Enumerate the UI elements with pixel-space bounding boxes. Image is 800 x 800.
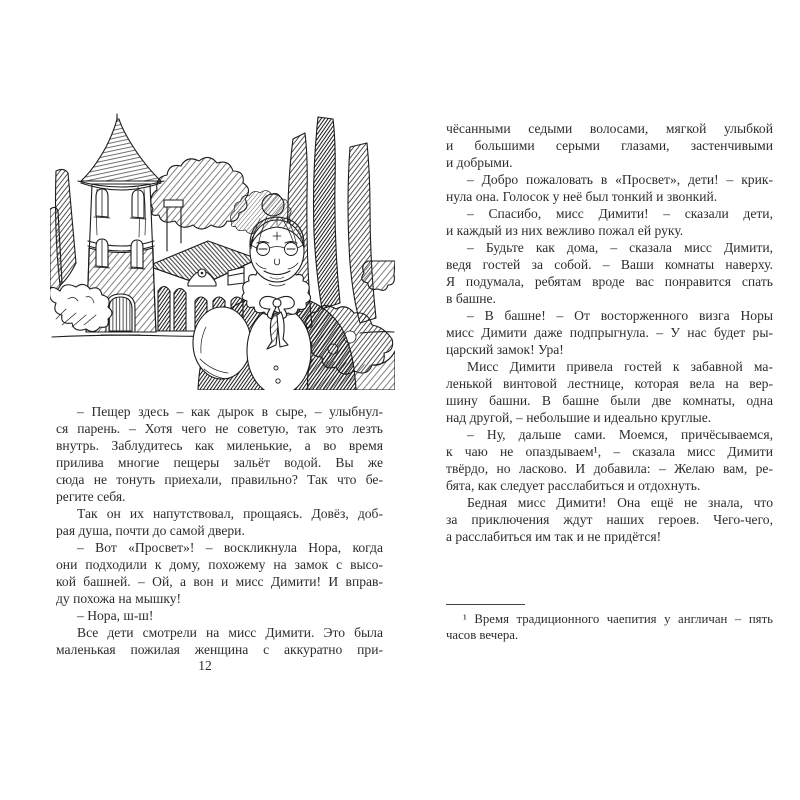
hair-bun (262, 194, 284, 216)
text-line: и большими серыми глазами, застенчивыми (446, 138, 773, 153)
footnote (446, 604, 773, 643)
text-line: Бедная мисс Димити! Она ещё не знала, что (467, 495, 773, 510)
text-line: над другой, – небольшие и идеально круглые. (446, 410, 712, 425)
text-line: – Спасибо, мисс Димити! – сказали дети, (467, 206, 773, 221)
text-line: – Пещер здесь – как дырок в сыре, – улыбнул- (77, 404, 383, 419)
text-line: кой башней. – Ой, а вон и мисс Димити! И вправ- (56, 574, 383, 589)
text-line: регите себя. (56, 489, 126, 504)
left-trees (50, 169, 76, 297)
footnote-text (446, 612, 773, 643)
paragraph (56, 607, 383, 624)
text-line: ду похожа на мышку! (56, 591, 182, 606)
paragraph (56, 403, 383, 505)
text-line: – Добро пожаловать в «Просвет», дети! – крик- (467, 172, 773, 187)
paragraph (56, 624, 383, 658)
text-line: сюда не тонуть приехали, правильно? Так что бе- (56, 472, 383, 487)
text-line: Мисс Димити привела гостей к забавной ма- (467, 359, 773, 374)
text-line: к чаю не опаздываем¹, – сказала мисс Димити (446, 444, 773, 459)
text-line: за приключения ждут наших героев. Чего-чего, (446, 512, 773, 527)
text-line: – Будьте как дома, – сказала мисс Димити, (467, 240, 773, 255)
text-line: бята, как следует расслабиться и отдохнуть. (446, 478, 701, 493)
left-text-column (56, 403, 383, 658)
text-line: прилива многие пещеры зальёт водой. Вы же (56, 455, 383, 470)
paragraph (446, 120, 773, 171)
text-line: а расслабиться им так и не придётся! (446, 529, 662, 544)
puffed-sleeve (193, 307, 251, 379)
text-line: – Вот «Просвет»! – воскликнула Нора, когда (77, 540, 383, 555)
paragraph (446, 494, 773, 545)
paragraph (56, 505, 383, 539)
text-line: и каждый из них вежливо пожал ей руку. (446, 223, 684, 238)
text-line: шину башни. В башне были две комнаты, одна (446, 393, 773, 408)
paragraph (56, 539, 383, 607)
text-line: царский замок! Ура! (446, 342, 564, 357)
text-line: Я подумала, ребятам вроде вас понравится спать (446, 274, 773, 289)
paragraph (446, 205, 773, 239)
text-line: Все дети смотрели на мисс Димити. Это была (77, 625, 383, 640)
page-number: 12 (198, 658, 212, 673)
text-line: они подходили к дому, похожему на замок с высо- (56, 557, 383, 572)
paragraph (446, 307, 773, 358)
text-line: ¹ Время традиционного чаепития у англичан – пять (463, 612, 773, 626)
text-line: внутрь. Заблудитесь как миленькие, а во время (56, 438, 383, 453)
paragraph (446, 426, 773, 494)
text-line: часов вечера. (446, 627, 519, 642)
right-text-column (446, 120, 773, 545)
text-line: нула она. Голосок у неё был тонкий и звонкий. (446, 189, 718, 204)
text-line: мисс Димити даже подпрыгнула. – У нас будет ры- (446, 325, 773, 340)
text-line: – Нора, ш-ш! (77, 608, 154, 623)
paragraph (446, 239, 773, 307)
text-line: и добрыми. (446, 155, 513, 170)
text-line: – В башне! – От восторженного визга Норы (467, 308, 773, 323)
text-line: рая душа, почти до самой двери. (56, 523, 245, 538)
text-line: маленькая пожилая женщина с аккуратно при- (56, 642, 383, 657)
text-line: ленькой винтовой лестнице, которая вела на вер- (446, 376, 773, 391)
text-line: чёсанными седыми волосами, мягкой улыбкой (446, 121, 773, 136)
paragraph (446, 358, 773, 426)
text-line: ведя гостей за собой. – Ваши комнаты наверху. (446, 257, 773, 272)
paragraph (446, 612, 773, 643)
text-line: ся парень. – Хотя чего не советую, так это лезть (56, 421, 383, 436)
paragraph (446, 171, 773, 205)
illustration-drawing (50, 113, 395, 390)
text-line: – Ну, дальше сами. Моемся, причёсываемся, (467, 427, 773, 442)
text-line: Так он их напутствовал, прощаясь. Довёз, доб- (77, 506, 383, 521)
text-line: в башне. (446, 291, 496, 306)
text-line: твёрдо, но ласково. И добавила: – Желаю вам, ре- (446, 461, 773, 476)
illustration-house-and-miss-dimity (50, 113, 395, 390)
footnote-divider (446, 604, 525, 605)
